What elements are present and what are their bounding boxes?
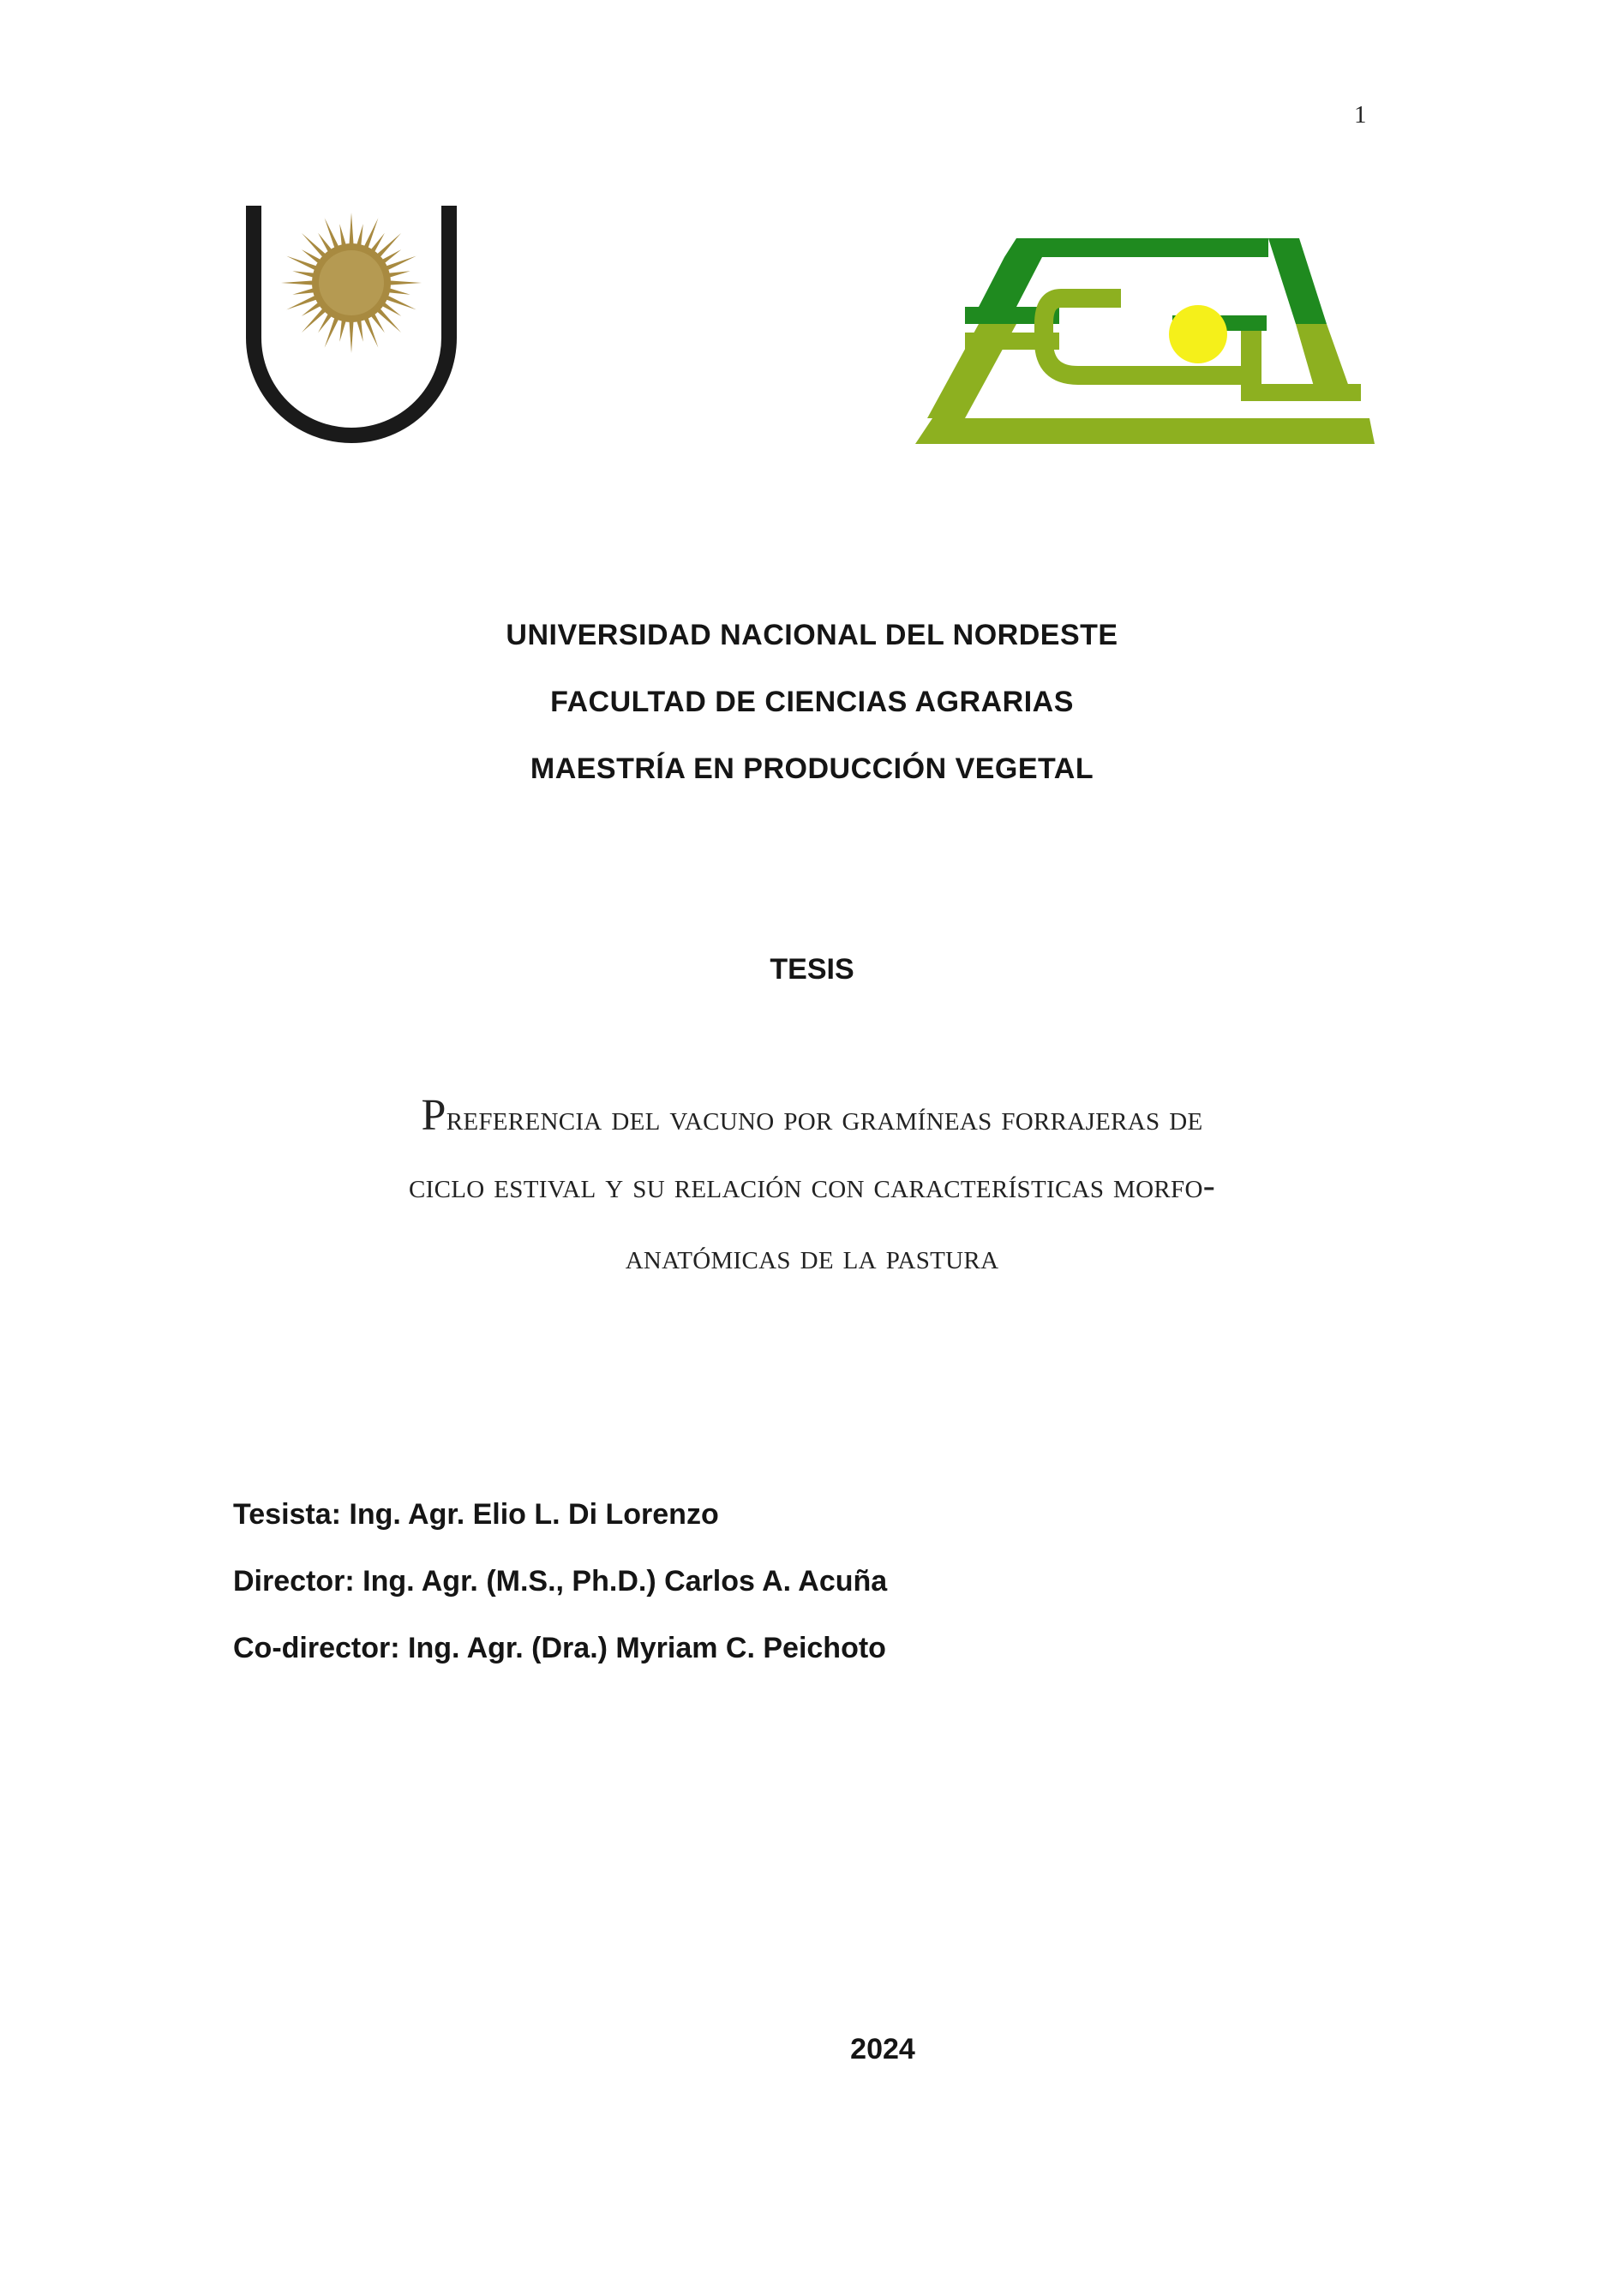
tesista-line: Tesista: Ing. Agr. Elio L. Di Lorenzo	[233, 1498, 719, 1531]
unne-logo-graphic	[242, 199, 461, 447]
co-director-line: Co-director: Ing. Agr. (Dra.) Myriam C. Peichoto	[233, 1632, 886, 1664]
sun-ray	[281, 280, 314, 285]
sun-ray	[388, 288, 410, 295]
sun-ray	[292, 288, 315, 295]
sun-ray	[349, 213, 353, 245]
document-type: TESIS	[770, 953, 854, 986]
fca-logo-graphic	[915, 238, 1378, 444]
faculty-name: FACULTAD DE CIENCIAS AGRARIAS	[550, 686, 1074, 718]
title-line-1-text: referencia del vacuno por gramíneas forrajeras de	[446, 1099, 1203, 1138]
sun-ray	[302, 308, 327, 333]
fca-sun-icon	[1169, 305, 1227, 363]
sun-ray	[339, 224, 346, 246]
sun-ray	[349, 321, 353, 353]
unne-logo	[242, 199, 461, 447]
title-line-3: anatómicas de la pastura	[625, 1238, 999, 1277]
sun-ray	[302, 233, 327, 258]
director-line: Director: Ing. Agr. (M.S., Ph.D.) Carlos A. Acuña	[233, 1565, 888, 1598]
sun-ray	[376, 233, 401, 258]
page-number: 1	[1354, 101, 1367, 129]
program-name: MAESTRÍA EN PRODUCCIÓN VEGETAL	[530, 752, 1094, 785]
sun-ray	[339, 320, 346, 342]
sun-ray	[357, 320, 363, 342]
title-initial: P	[421, 1091, 446, 1140]
title-line-1	[0, 1090, 1624, 1141]
sun-ray	[389, 280, 422, 285]
university-name: UNIVERSIDAD NACIONAL DEL NORDESTE	[506, 619, 1118, 651]
sun-ray	[357, 224, 363, 246]
sun-ray	[292, 271, 315, 278]
fca-logo	[915, 238, 1378, 444]
year: 2024	[850, 2033, 915, 2065]
title-line-2: ciclo estival y su relación con características morfo-	[408, 1166, 1215, 1206]
sun-ray	[376, 308, 401, 333]
sun-ray	[388, 271, 410, 278]
